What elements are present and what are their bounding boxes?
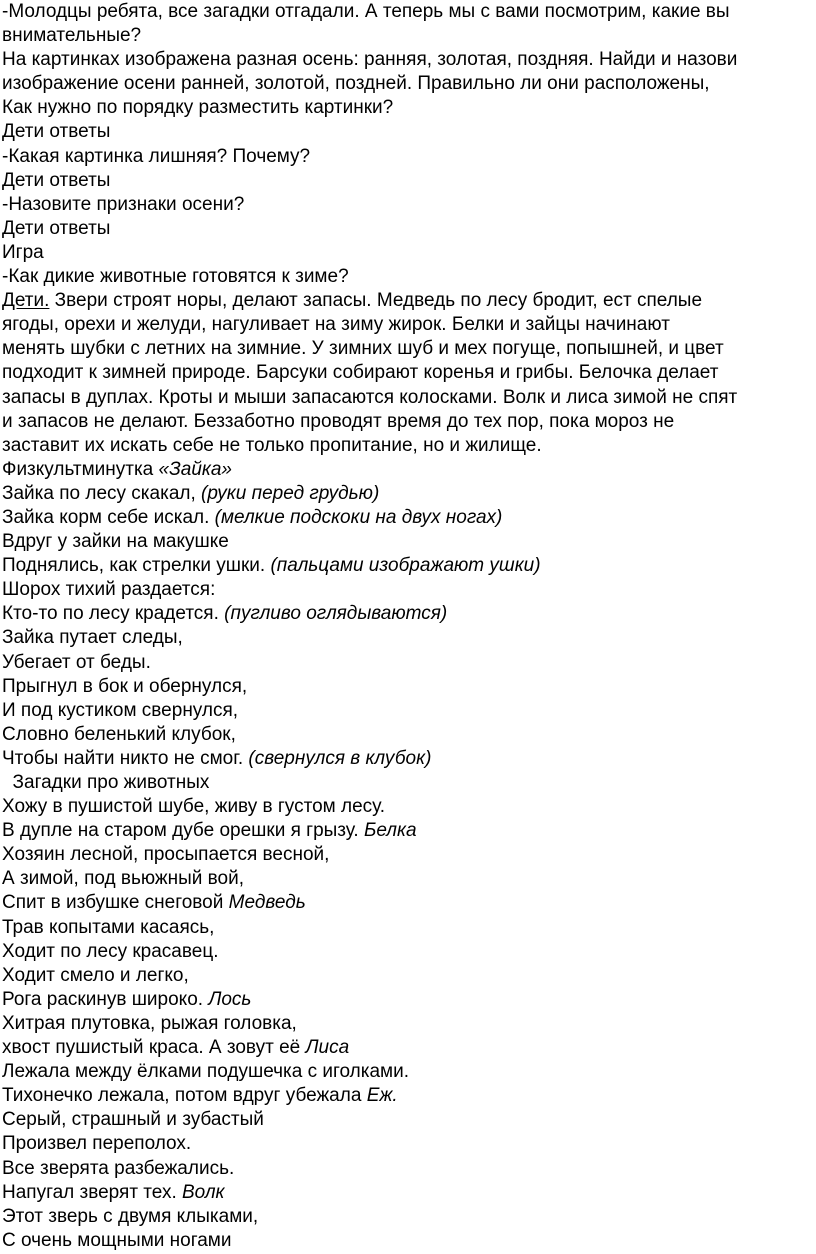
text-line — [2, 747, 814, 771]
text-line — [2, 554, 814, 578]
text-line: Прыгнул в бок и обернулся, — [2, 675, 248, 697]
text-line: Хитрая плутовка, рыжая головка, — [2, 1012, 297, 1034]
riddle-answer: Медведь — [228, 892, 306, 914]
text-line: внимательные? — [2, 25, 142, 47]
text-line: С очень мощными ногами — [2, 1229, 232, 1251]
text-line: Как нужно по порядку разместить картинки? — [2, 97, 394, 119]
text-span: Тихонечко лежала, потом вдруг убежала — [2, 1085, 367, 1107]
text-line: Вдруг у зайки на макушке — [2, 531, 229, 553]
text-line: Хозяин лесной, просыпается весной, — [2, 844, 330, 866]
text-line: подходит к зимней природе. Барсуки собирают коренья и грибы. Белочка делает — [2, 362, 719, 384]
section-heading: Загадки про животных — [2, 772, 210, 793]
text-line: запасы в дуплах. Кроты и мыши запасаются колосками. Волк и лиса зимой не спят — [2, 386, 738, 408]
text-line: Дети ответы — [2, 121, 111, 143]
text-line — [2, 819, 814, 843]
text-span: Поднялись, как стрелки ушки. — [2, 555, 271, 577]
text-line — [2, 988, 814, 1012]
text-line: Шорох тихий раздается: — [2, 579, 216, 601]
stage-direction: (свернулся в клубок) — [248, 747, 432, 769]
text-line: -Какая картинка лишняя? Почему? — [2, 145, 311, 167]
text-span: Спит в избушке снеговой — [2, 892, 229, 914]
text-span: Зайка корм себе искал. — [2, 506, 215, 528]
text-span: Кто-то по лесу крадется. — [2, 603, 225, 625]
riddle-answer: Белка — [363, 820, 417, 842]
text-line: Этот зверь с двумя клыками, — [2, 1205, 259, 1227]
text-line: -Как дикие животные готовятся к зиме? — [2, 266, 349, 288]
text-line — [2, 1084, 814, 1108]
text-line: Ходит по лесу красавец. — [2, 940, 219, 962]
text-line: -Назовите признаки осени? — [2, 193, 245, 215]
text-line: и запасов не делают. Беззаботно проводят время до тех пор, пока мороз не — [2, 410, 675, 432]
text-line — [2, 891, 814, 915]
text-line: Убегает от беды. — [2, 651, 151, 673]
text-line — [2, 482, 814, 506]
text-line — [2, 1036, 814, 1060]
stage-direction: (мелкие подскоки на двух ногах) — [214, 506, 503, 528]
text-span: Чтобы найти никто не смог. — [2, 747, 249, 769]
text-span: Звери строят норы, делают запасы. Медведь по лесу бродит, ест спелые — [49, 290, 703, 312]
text-span: В дупле на старом дубе орешки я грызу. — [2, 820, 364, 842]
text-line: А зимой, под вьюжный вой, — [2, 868, 244, 890]
text-line: Серый, страшный и зубастый — [2, 1109, 264, 1131]
text-line: менять шубки с летних на зимние. У зимних шуб и мех погуще, попышней, и цвет — [2, 338, 724, 360]
text-line: Ходит смело и легко, — [2, 964, 189, 986]
text-line: Произвел переполох. — [2, 1133, 192, 1155]
text-line — [2, 602, 814, 626]
text-line: -Молодцы ребята, все загадки отгадали. А теперь мы с вами посмотрим, какие вы — [2, 1, 730, 22]
section-title: «Зайка» — [158, 458, 232, 480]
text-line — [2, 1181, 814, 1205]
text-span: хвост пушистый краса. А зовут её — [2, 1037, 306, 1059]
speaker-label: Дети. — [2, 290, 50, 312]
text-line: изображение осени ранней, золотой, поздней. Правильно ли они расположены, — [2, 73, 710, 95]
riddle-answer: Лиса — [305, 1037, 350, 1059]
document-page — [2, 0, 814, 1253]
text-span: Напугал зверят тех. — [2, 1181, 182, 1203]
stage-direction: (пугливо оглядываются) — [224, 603, 448, 625]
text-line: На картинках изображена разная осень: ранняя, золотая, поздняя. Найди и назови — [2, 49, 738, 71]
text-line: Словно беленький клубок, — [2, 723, 236, 745]
text-line: Лежала между ёлками подушечка с иголками. — [2, 1061, 409, 1083]
text-line: И под кустиком свернулся, — [2, 699, 239, 721]
text-span: Зайка по лесу скакал, — [2, 482, 202, 504]
text-line: Дети ответы — [2, 217, 111, 239]
text-line — [2, 506, 814, 530]
text-span: Рога раскинув широко. — [2, 988, 209, 1010]
text-span: Физкультминутка — [2, 458, 159, 480]
text-line: Трав копытами касаясь, — [2, 916, 215, 938]
text-line: Дети ответы — [2, 169, 111, 191]
text-line: Все зверята разбежались. — [2, 1157, 235, 1179]
riddle-answer: Волк — [182, 1181, 225, 1203]
text-line: заставит их искать себе не только пропитание, но и жилище. — [2, 434, 542, 456]
text-line: Зайка путает следы, — [2, 627, 183, 649]
riddle-answer: Лось — [208, 988, 252, 1010]
text-line — [2, 458, 814, 482]
text-line: Игра — [2, 241, 44, 263]
stage-direction: (пальцами изображают ушки) — [270, 555, 541, 577]
riddle-answer: Еж. — [366, 1085, 398, 1107]
text-line: Хожу в пушистой шубе, живу в густом лесу. — [2, 796, 386, 818]
stage-direction: (руки перед грудью) — [201, 482, 380, 504]
text-line: ягоды, орехи и желуди, нагуливает на зиму жирок. Белки и зайцы начинают — [2, 314, 670, 336]
text-line — [2, 289, 814, 313]
